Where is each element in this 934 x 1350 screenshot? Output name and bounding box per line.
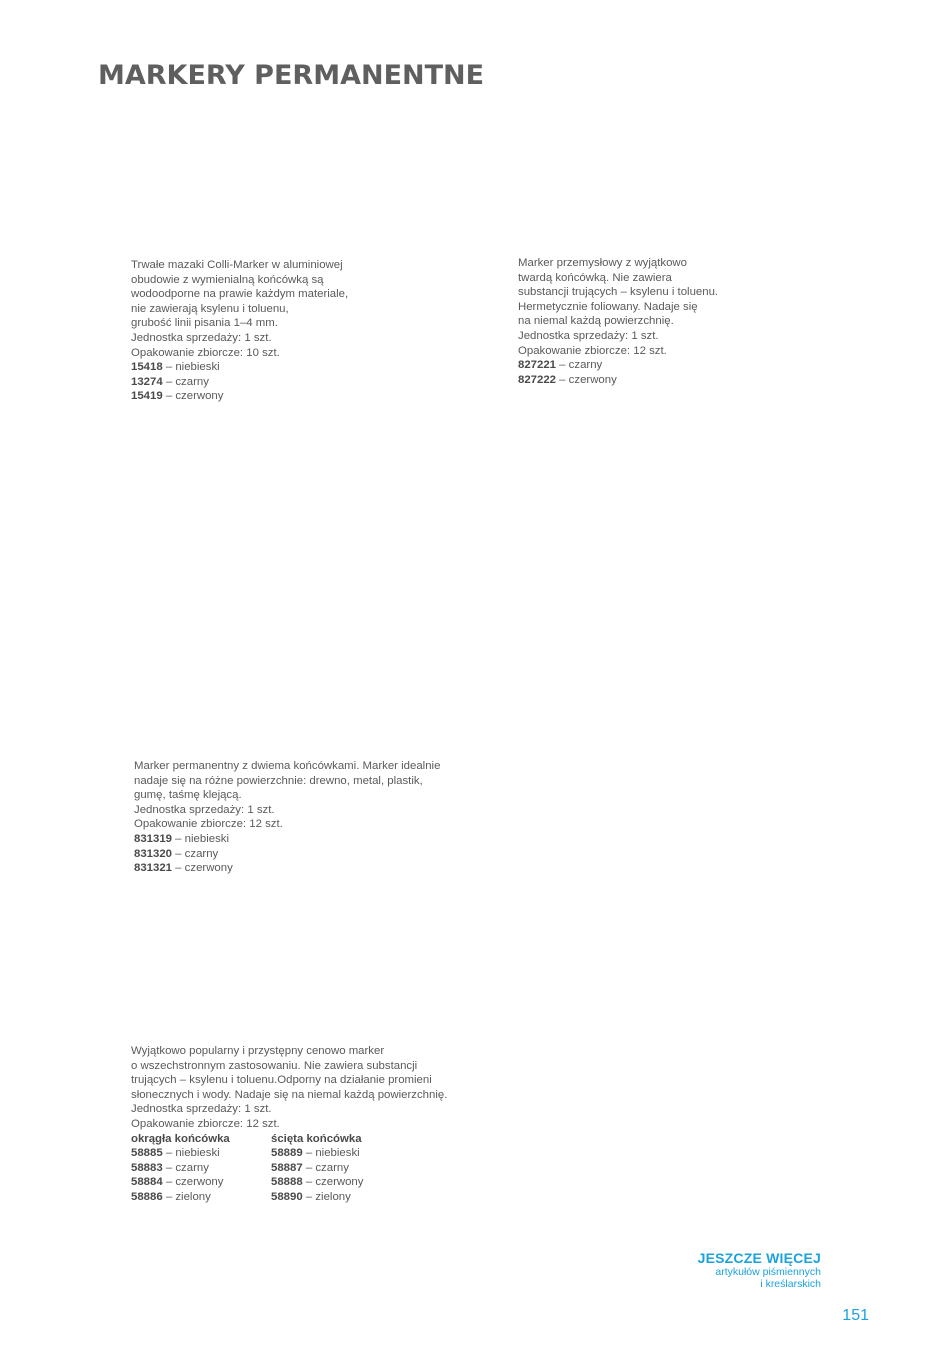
product-color: – zielony bbox=[162, 1190, 211, 1203]
product-color: – czerwony bbox=[172, 862, 233, 875]
description-line: grubość linii pisania 1–4 mm. bbox=[131, 317, 278, 330]
product-color: – niebieski bbox=[302, 1147, 360, 1160]
description-line: nie zawierają ksylenu i toluenu, bbox=[131, 302, 289, 315]
sales-unit: Jednostka sprzedaży: 1 szt. bbox=[134, 803, 275, 816]
product-code-item bbox=[131, 1190, 271, 1205]
product-code-item bbox=[131, 360, 348, 375]
product-color: – czarny bbox=[162, 1161, 209, 1174]
more-subtitle-line: artykułów piśmiennych bbox=[715, 1266, 821, 1278]
product-code: 58890 bbox=[271, 1190, 303, 1203]
product-code-item bbox=[134, 832, 440, 847]
product-code: 58888 bbox=[271, 1176, 303, 1189]
product-code: 831321 bbox=[134, 862, 173, 875]
description-line: wodoodporne na prawie każdym materiale, bbox=[131, 288, 349, 301]
tip-columns bbox=[131, 1132, 447, 1205]
product-code: 58883 bbox=[131, 1161, 163, 1174]
page-title: MARKERY PERMANENTNE bbox=[98, 60, 485, 91]
product-description-industrial-marker bbox=[518, 256, 718, 387]
product-color: – niebieski bbox=[162, 361, 220, 374]
product-code-item bbox=[271, 1161, 411, 1176]
description-line: substancji trujących – ksylenu i toluenu. bbox=[518, 286, 719, 299]
product-code-item bbox=[131, 1161, 271, 1176]
product-code: 831320 bbox=[134, 847, 173, 860]
product-color: – czarny bbox=[556, 359, 603, 372]
product-code-item bbox=[518, 373, 718, 388]
more-title: JESZCZE WIĘCEJ bbox=[697, 1250, 821, 1266]
column-heading: okrągła końcówka bbox=[131, 1132, 230, 1145]
product-code: 58889 bbox=[271, 1147, 303, 1160]
sales-unit: Jednostka sprzedaży: 1 szt. bbox=[518, 329, 659, 342]
product-code-item bbox=[271, 1190, 411, 1205]
product-code: 831319 bbox=[134, 832, 173, 845]
description-line: twardą końcówką. Nie zawiera bbox=[518, 271, 672, 284]
product-code: 827221 bbox=[518, 359, 557, 372]
description-line: Marker permanentny z dwiema końcówkami. Marker idealnie bbox=[134, 760, 441, 772]
column-heading: ścięta końcówka bbox=[271, 1132, 362, 1145]
page-number: 151 bbox=[842, 1307, 869, 1324]
product-description-dual-tip-marker bbox=[134, 759, 440, 876]
bulk-package: Opakowanie zbiorcze: 12 szt. bbox=[134, 818, 283, 831]
product-code-item bbox=[518, 358, 718, 373]
product-color: – niebieski bbox=[172, 832, 230, 845]
description-line: o wszechstronnym zastosowaniu. Nie zawiera substancji bbox=[131, 1059, 418, 1072]
product-code: 58885 bbox=[131, 1147, 163, 1160]
description-line: Wyjątkowo popularny i przystępny cenowo marker bbox=[131, 1045, 385, 1057]
product-description-popular-marker bbox=[131, 1044, 447, 1205]
description-line: trujących – ksylenu i toluenu.Odporny na działanie promieni bbox=[131, 1074, 432, 1087]
product-code-item bbox=[131, 1175, 271, 1190]
product-code: 13274 bbox=[131, 375, 163, 388]
product-description-colli-marker bbox=[131, 258, 348, 404]
product-code: 827222 bbox=[518, 373, 557, 386]
product-code: 58886 bbox=[131, 1190, 163, 1203]
bulk-package: Opakowanie zbiorcze: 12 szt. bbox=[518, 344, 667, 357]
sales-unit: Jednostka sprzedaży: 1 szt. bbox=[131, 331, 272, 344]
bulk-package: Opakowanie zbiorcze: 10 szt. bbox=[131, 346, 280, 359]
product-code-item bbox=[271, 1175, 411, 1190]
description-line: gumę, taśmę klejącą. bbox=[134, 789, 242, 802]
bulk-package: Opakowanie zbiorcze: 12 szt. bbox=[131, 1117, 280, 1130]
description-line: obudowie z wymienialną końcówką są bbox=[131, 273, 324, 286]
description-line: nadaje się na różne powierzchnie: drewno, metal, plastik, bbox=[134, 774, 423, 787]
product-code: 15418 bbox=[131, 361, 163, 374]
description-line: Trwałe mazaki Colli-Marker w aluminiowej bbox=[131, 259, 343, 271]
product-code-item bbox=[131, 389, 348, 404]
round-tip-column bbox=[131, 1132, 271, 1205]
product-code-item bbox=[271, 1146, 411, 1161]
product-color: – czerwony bbox=[162, 1176, 224, 1189]
product-code-item bbox=[134, 861, 440, 876]
product-code-item bbox=[131, 375, 348, 390]
product-color: – niebieski bbox=[162, 1147, 220, 1160]
sales-unit: Jednostka sprzedaży: 1 szt. bbox=[131, 1103, 272, 1116]
product-code: 58887 bbox=[271, 1161, 303, 1174]
product-color: – czerwony bbox=[162, 390, 224, 403]
product-color: – czarny bbox=[162, 375, 209, 388]
description-line: Marker przemysłowy z wyjątkowo bbox=[518, 257, 687, 269]
product-color: – czerwony bbox=[556, 373, 617, 386]
description-line: słonecznych i wody. Nadaje się na niemal każdą powierzchnię. bbox=[131, 1088, 448, 1101]
product-color: – czarny bbox=[302, 1161, 349, 1174]
chisel-tip-column bbox=[271, 1132, 411, 1205]
product-color: – czarny bbox=[172, 847, 219, 860]
product-code-item bbox=[131, 1146, 271, 1161]
product-code-item bbox=[134, 847, 440, 862]
product-code: 58884 bbox=[131, 1176, 163, 1189]
description-line: Hermetycznie foliowany. Nadaje się bbox=[518, 300, 698, 313]
more-subtitle-line: i kreślarskich bbox=[760, 1278, 821, 1290]
product-code: 15419 bbox=[131, 390, 163, 403]
product-color: – czerwony bbox=[302, 1176, 364, 1189]
more-products-note bbox=[698, 1250, 821, 1290]
description-line: na niemal każdą powierzchnię. bbox=[518, 315, 674, 328]
product-color: – zielony bbox=[302, 1190, 351, 1203]
